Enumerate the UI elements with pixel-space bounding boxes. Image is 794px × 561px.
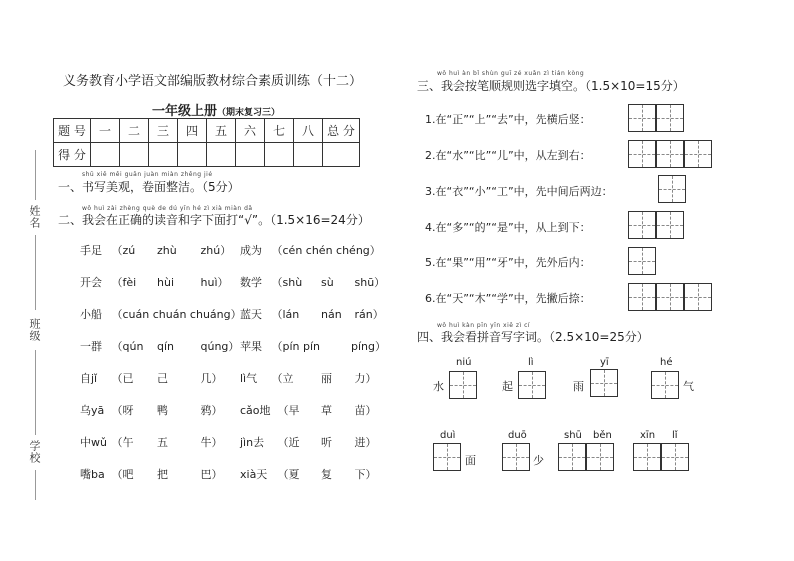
answer-box[interactable]	[558, 443, 586, 471]
score-input[interactable]	[207, 143, 236, 167]
option[interactable]: 复	[321, 468, 332, 481]
section4-pinyin: wǒ huì kàn pīn yīn xiě zì cí	[437, 322, 531, 329]
s2-left-row	[80, 402, 223, 418]
word: 乌yā	[80, 404, 105, 417]
option[interactable]: 五	[157, 436, 168, 449]
option[interactable]: zhù	[157, 244, 177, 257]
subtitle-main: 一年级上册	[152, 104, 218, 119]
pinyin-label: niú	[456, 357, 472, 368]
given-char: 面	[465, 454, 476, 467]
s2-left-row	[80, 466, 223, 482]
pinyin-label: duō	[508, 430, 527, 441]
word: 开会	[80, 276, 102, 289]
word: 小船	[80, 308, 102, 321]
score-cell: 七	[265, 119, 294, 143]
given-char: 少	[533, 454, 544, 467]
option[interactable]: （cuán chuán chuáng）	[111, 308, 242, 321]
score-input[interactable]	[294, 143, 323, 167]
answer-box[interactable]	[651, 371, 679, 399]
option[interactable]: huì）	[200, 276, 229, 289]
option[interactable]: （早	[277, 404, 300, 417]
option[interactable]: 把	[157, 468, 168, 481]
option[interactable]: 听	[321, 436, 332, 449]
option[interactable]: 鸭	[157, 404, 168, 417]
score-table-header-row	[54, 119, 360, 143]
option[interactable]: （呀	[111, 404, 134, 417]
option[interactable]: （fèi	[111, 276, 137, 289]
word: xià天	[240, 468, 268, 481]
given-char: 雨	[573, 380, 584, 393]
section4-heading: 四、我会看拼音写字词。（2.5×10=25分）	[417, 330, 649, 344]
option[interactable]: zhú）	[200, 244, 232, 257]
answer-box[interactable]	[684, 283, 712, 311]
answer-box[interactable]	[658, 175, 686, 203]
option[interactable]: （夏	[277, 468, 300, 481]
pinyin-label: shū	[564, 430, 582, 441]
page-title: 义务教育小学语文部编版教材综合素质训练（十二）	[63, 74, 363, 89]
option[interactable]: （lán	[271, 308, 300, 321]
score-input[interactable]	[91, 143, 120, 167]
word: 数学	[240, 276, 262, 289]
option[interactable]: 丽	[321, 372, 332, 385]
subtitle-note: （期末复习三）	[217, 108, 281, 118]
score-cell: 一	[91, 119, 120, 143]
score-input[interactable]	[323, 143, 360, 167]
option[interactable]: （shù	[271, 276, 303, 289]
word: 一群	[80, 340, 102, 353]
score-input[interactable]	[178, 143, 207, 167]
section2-pinyin: wǒ huì zài zhèng què de dú yīn hé zì xià miàn dǎ	[82, 205, 253, 212]
option[interactable]: 草	[321, 404, 332, 417]
option[interactable]: hùi	[157, 276, 174, 289]
option[interactable]: 几）	[200, 372, 223, 385]
s2-right-row	[240, 338, 386, 354]
score-label: 得 分	[54, 143, 91, 167]
school-label: 学校	[28, 440, 41, 464]
answer-box[interactable]	[661, 443, 689, 471]
pinyin-label: xīn	[640, 430, 656, 441]
option[interactable]: qín	[157, 340, 175, 353]
option[interactable]: 苗）	[354, 404, 377, 417]
page-subtitle	[152, 100, 280, 119]
score-cell: 题 号	[54, 119, 91, 143]
score-cell: 总 分	[323, 119, 360, 143]
answer-box[interactable]	[518, 371, 546, 399]
s3-row-2: 2.在“水”“比”“儿”中，从左到右：	[425, 149, 591, 162]
answer-box[interactable]	[628, 247, 656, 275]
score-cell: 六	[236, 119, 265, 143]
option[interactable]: 下）	[354, 468, 377, 481]
word: 蓝天	[240, 308, 262, 321]
option[interactable]: （立	[271, 372, 294, 385]
word: 苹果	[240, 340, 262, 353]
option[interactable]: 牛）	[200, 436, 223, 449]
pinyin-label: lǐ	[672, 430, 678, 441]
pinyin-label: yī	[600, 357, 609, 368]
answer-box[interactable]	[502, 443, 530, 471]
name-label: 姓名	[28, 205, 41, 229]
word: 嘴ba	[80, 468, 105, 481]
option[interactable]: 力）	[354, 372, 377, 385]
s3-row-5: 5.在“果”“用”“牙”中，先外后内：	[425, 256, 591, 269]
sidebar-line-low	[35, 350, 36, 435]
s2-right-row	[240, 306, 384, 322]
option[interactable]: （已	[111, 372, 134, 385]
section3-pinyin: wǒ huì àn bǐ shùn guī zé xuǎn zì tián kòng	[437, 70, 585, 77]
s2-right-row	[240, 434, 377, 450]
answer-box[interactable]	[628, 211, 656, 239]
s2-right-row	[240, 274, 385, 290]
option[interactable]: qúng）	[200, 340, 240, 353]
score-input[interactable]	[265, 143, 294, 167]
option[interactable]: shū）	[354, 276, 386, 289]
answer-box[interactable]	[656, 283, 684, 311]
s2-right-row	[240, 402, 377, 418]
option[interactable]: （近	[277, 436, 300, 449]
s2-left-row	[80, 338, 239, 354]
pinyin-label: duì	[440, 430, 456, 441]
option[interactable]: 巴）	[200, 468, 223, 481]
pinyin-label: běn	[593, 430, 612, 441]
score-input[interactable]	[149, 143, 178, 167]
option[interactable]: （吧	[111, 468, 134, 481]
option[interactable]: nán	[321, 308, 342, 321]
sidebar-line-bottom	[35, 470, 36, 500]
word: 手足	[80, 244, 102, 257]
score-input[interactable]	[236, 143, 265, 167]
option[interactable]: （qún	[111, 340, 144, 353]
s2-left-row	[80, 306, 242, 322]
score-cell: 五	[207, 119, 236, 143]
s2-left-row	[80, 370, 223, 386]
word: jìn去	[240, 436, 265, 449]
word: cǎo地	[240, 404, 271, 417]
section1-pinyin: shū xiě měi guān juàn miàn zhěng jié	[82, 171, 213, 178]
score-cell: 八	[294, 119, 323, 143]
answer-box[interactable]	[656, 211, 684, 239]
sidebar-line-mid	[35, 235, 36, 310]
answer-box[interactable]	[628, 140, 656, 168]
given-char: 水	[433, 380, 444, 393]
option[interactable]: （zú	[111, 244, 136, 257]
pinyin-label: lì	[528, 357, 534, 368]
section3-heading: 三、我会按笔顺规则选字填空。（1.5×10=15分）	[417, 79, 685, 93]
option[interactable]: （pín pín	[271, 340, 321, 353]
s2-left-row	[80, 242, 231, 258]
s2-right-row	[240, 466, 377, 482]
answer-box[interactable]	[633, 443, 661, 471]
word: 成为	[240, 244, 262, 257]
s2-left-row	[80, 274, 229, 290]
answer-box[interactable]	[684, 140, 712, 168]
word: lì气	[240, 372, 258, 385]
answer-box[interactable]	[628, 283, 656, 311]
sidebar-line-top	[35, 150, 36, 200]
score-cell: 二	[120, 119, 149, 143]
option[interactable]: （cén chén chéng）	[271, 244, 381, 257]
word: 自jǐ	[80, 372, 98, 385]
answer-box[interactable]	[628, 104, 656, 132]
s3-row-6: 6.在“天”“木”“学”中，先撇后捺：	[425, 292, 591, 305]
answer-box[interactable]	[590, 369, 618, 397]
score-cell: 三	[149, 119, 178, 143]
class-label: 班级	[28, 318, 41, 342]
option[interactable]: rán）	[354, 308, 384, 321]
section2-heading: 二、我会在正确的读音和字下面打“√”。（1.5×16=24分）	[58, 213, 370, 227]
section1-heading: 一、书写美观，卷面整洁。（5分）	[58, 180, 240, 194]
s2-right-row	[240, 242, 381, 258]
s3-row-3: 3.在“衣”“小”“工”中，先中间后两边：	[425, 185, 613, 198]
option[interactable]: 鸦）	[200, 404, 223, 417]
score-input[interactable]	[120, 143, 149, 167]
answer-box[interactable]	[656, 104, 684, 132]
answer-box[interactable]	[433, 443, 461, 471]
score-table	[53, 118, 360, 167]
s3-row-1: 1.在“正”“上”“去”中，先横后竖：	[425, 113, 591, 126]
option[interactable]: 己	[157, 372, 168, 385]
given-char: 起	[502, 380, 513, 393]
option[interactable]: （午	[111, 436, 134, 449]
pinyin-label: hé	[660, 357, 673, 368]
word: 中wǔ	[80, 436, 107, 449]
score-table-score-row	[54, 143, 360, 167]
option[interactable]: píng）	[351, 340, 386, 353]
answer-box[interactable]	[449, 371, 477, 399]
answer-box[interactable]	[656, 140, 684, 168]
s3-row-4: 4.在“多”“的”“是”中，从上到下：	[425, 221, 591, 234]
s2-left-row	[80, 434, 223, 450]
answer-box[interactable]	[586, 443, 614, 471]
option[interactable]: 进）	[354, 436, 377, 449]
option[interactable]: sù	[321, 276, 334, 289]
s2-right-row	[240, 370, 377, 386]
score-cell: 四	[178, 119, 207, 143]
given-char: 气	[683, 380, 694, 393]
